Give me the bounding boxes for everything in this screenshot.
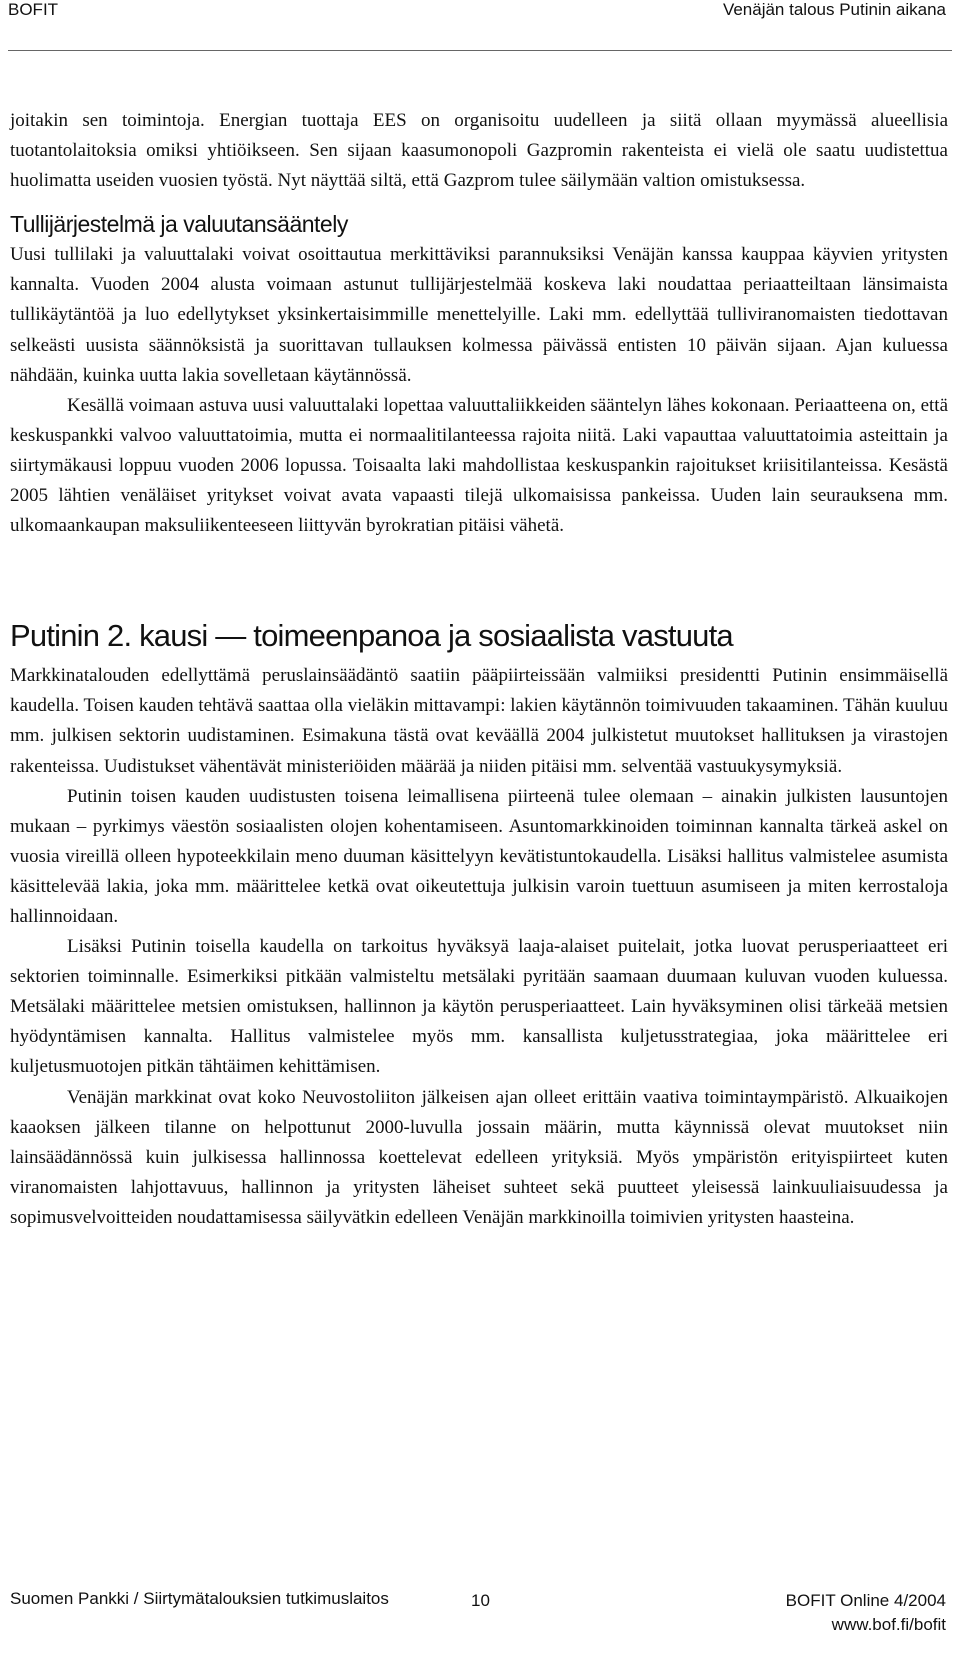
page-header xyxy=(0,0,960,50)
paragraph: Venäjän markkinat ovat koko Neuvostoliiton jälkeisen ajan olleet erittäin vaativa toimintaympäristö. Alkuaikojen kaaoksen jälkeen tilanne on helpottunut 2000-luvulla jossain määrin, mutta käynnissä olevat muutokset niin lainsäädännössä kuin julkisessa hallinnossa koettelevat edelleen yrityksiä. Myös ympäristön erityispiirteet kuten viranomaisten lahjottavuus, hallinnon ja yritysten läheiset suhteet sekä puutteet yleisessä lainkuuliaisuudessa ja sopimusvelvoitteiden noudattamisessa säilyvätkin edelleen Venäjän markkinoilla toimivien yritysten haasteina. xyxy=(10,1086,948,1228)
section-heading: Putinin 2. kausi — toimeenpanoa ja sosiaalista vastuuta xyxy=(10,618,733,654)
header-title: Venäjän talous Putinin aikana xyxy=(722,0,946,19)
subheading: Tullijärjestelmä ja valuutansääntely xyxy=(10,211,348,238)
document-body xyxy=(10,106,948,1233)
footer-publisher: Suomen Pankki / Siirtymätalouksien tutkimuslaitos xyxy=(10,1589,389,1608)
paragraph: Putinin toisen kauden uudistusten toisena leimallisena piirteenä tulee olemaan – ainakin julkisten lausuntojen mukaan – pyrkimys väestön sosiaalisten olojen kohentamiseen. Asuntomarkkinoiden toiminnan kannalta tärkeä askel on vuosia vireillä olleen hypoteekkilain meno duuman käsittelyyn kevätistuntokaudella. Lisäksi hallitus valmistelee asumista käsittelevää lakia, joka mm. määrittelee ketkä ovat oikeutettuja julkisin varoin tuettuun asumiseen ja miten kerrostaloja hallinnoidaan. xyxy=(10,785,948,927)
footer-publication xyxy=(786,1589,946,1637)
header-divider xyxy=(8,50,952,51)
footer-issue: BOFIT Online 4/2004 xyxy=(785,1591,946,1610)
paragraph: Kesällä voimaan astuva uusi valuuttalaki lopettaa valuuttaliikkeiden sääntelyn lähes kokonaan. Periaatteena on, että keskuspankki valvoo valuuttatoimia, mutta ei normaalitilanteessa rajoita niitä. Laki vapauttaa valuuttatoimia asteittain ja siirtymäkausi loppuu vuoden 2006 lopussa. Toisaalta laki mahdollistaa keskuspankin rajoitukset kriisitilanteissa. Kesästä 2005 lähtien venäläiset yritykset voivat avata vapaasti tilejä ulkomaisissa pankeissa. Uuden lain seurauksena mm. ulkomaankaupan maksuliikenteeseen liittyvän byrokratian pitäisi vähetä. xyxy=(10,394,948,537)
paragraph: Lisäksi Putinin toisella kaudella on tarkoitus hyväksyä laaja-alaiset puitelait, jotka luovat perusperiaatteet eri sektorien toiminnalle. Esimerkiksi pitkään valmisteltu metsälaki pyritään saamaan duumaan kuluvan vuoden kuluessa. Metsälaki määrittelee metsien omistuksen, hallinnon ja käytön perusperiaatteet. Lain hyväksyminen olisi tärkeää metsien hyödyntämisen kannalta. Hallitus valmistelee myös mm. kansallista kuljetusstrategiaa, joka määrittelee eri kuljetusmuotojen pitkän tähtäimen kehittämisen. xyxy=(10,936,948,1078)
header-publisher: BOFIT xyxy=(8,0,59,19)
page-number: 10 xyxy=(471,1591,490,1610)
paragraph: joitakin sen toimintoja. Energian tuottaja EES on organisoitu uudelleen ja siitä ollaan myymässä alueellisia tuotantolaitoksia omiksi yhtiöikseen. Sen sijaan kaasumonopoli Gazpromin rakenteista ei vielä ole saatu uudistettua huolimatta useiden vuosien työstä. Nyt näyttää siltä, että Gazprom tulee säilymään valtion omistuksessa. xyxy=(10,110,948,192)
paragraph: Uusi tullilaki ja valuuttalaki voivat osoittautua merkittäviksi parannuksiksi Venäjän kanssa kauppaa käyvien yritysten kannalta. Vuoden 2004 alusta voimaan astunut tullijärjestelmää koskeva laki noudattaa periaatteiltaan länsimaista tullikäytäntöä ja luo edellytykset yksinkertaisimmille menettelyille. Laki mm. edellyttää tulliviranomaisten tiedottavan selkeästi uusista säännöksistä ja suorittavan tullauksen kolmessa päivässä entisten 10 päivän sijaan. Ajan kuluessa nähdään, kuinka uutta lakia sovelletaan käytännössä. xyxy=(10,244,948,386)
paragraph: Markkinatalouden edellyttämä peruslainsäädäntö saatiin pääpiirteissään valmiiksi presidentti Putinin ensimmäisellä kaudella. Toisen kauden tehtävä saattaa olla vieläkin mittavampi: lakien käytännön toimivuuden takaaminen. Tähän kuuluu mm. julkisen sektorin uudistaminen. Esimakuna tästä ovat keväällä 2004 julkistetut muutokset hallituksen ja virastojen rakenteissa. Uudistukset vähentävät ministeriöiden määrää ja niiden pitäisi mm. selventää vastuukysymyksiä. xyxy=(10,665,948,777)
footer-url: www.bof.fi/bofit xyxy=(831,1615,946,1634)
